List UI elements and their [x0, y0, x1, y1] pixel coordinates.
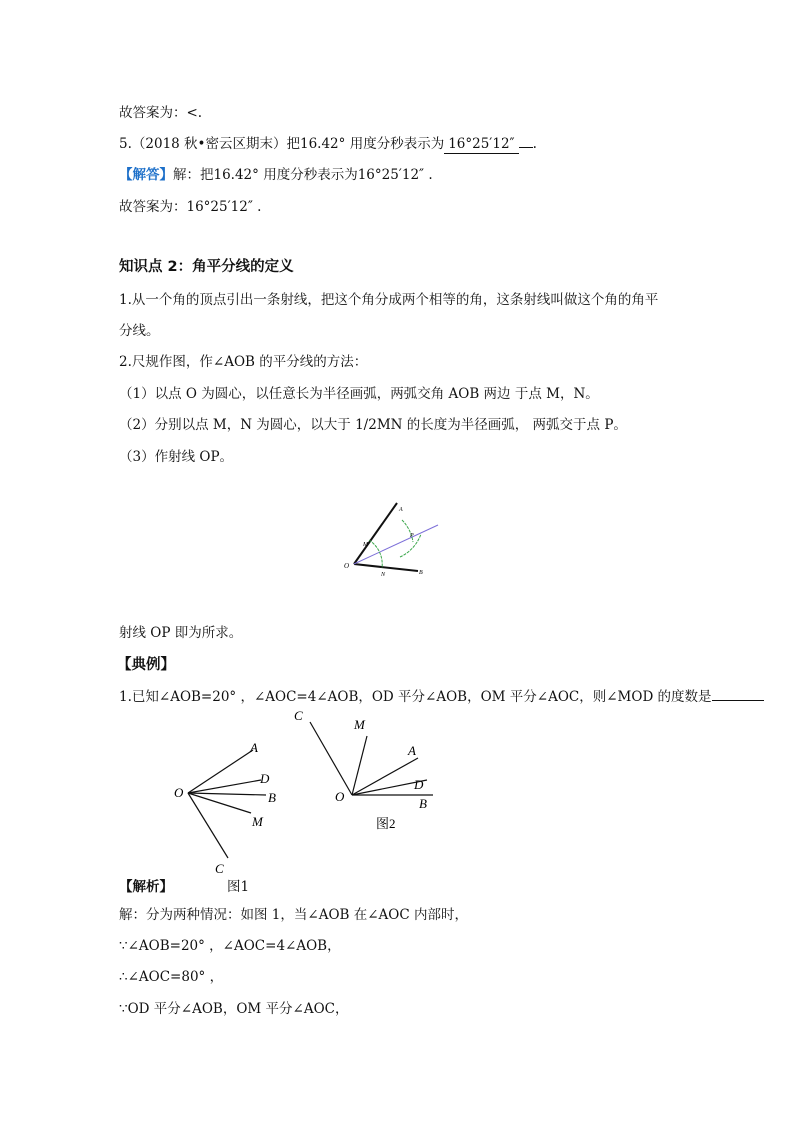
solution-line-4: ∵OD 平分∠AOB，OM 平分∠AOC， [119, 1001, 349, 1017]
fig2-label-o: O [335, 789, 345, 804]
fig2-ray-om [352, 736, 367, 795]
fig1-label-b: B [268, 790, 276, 805]
fig2-label-d: D [414, 777, 424, 792]
analysis-tag: 【解析】 [119, 879, 173, 895]
method-step-1: （1）以点 O 为圆心，以任意长为半径画弧，两弧交角 AOB 两边 于点 M，N。 [119, 386, 599, 402]
fig2-label-c: C [294, 708, 303, 723]
label-o: O [344, 562, 350, 570]
label-b: B [419, 570, 423, 576]
fig1-ray-om [188, 793, 251, 813]
fig2-label-b: B [419, 796, 427, 811]
question-number: 5. [119, 136, 132, 152]
fig1-label-m: M [252, 814, 263, 829]
q5-answer: 故答案为：16°25′12″ . [119, 199, 262, 215]
construction-conclusion: 射线 OP 即为所求。 [119, 625, 243, 641]
label-p: P [410, 533, 414, 539]
example-title: 【典例】 [117, 657, 175, 673]
question-text: （2018 秋•密云区期末）把16.42° 用度分秒表示为 [131, 136, 445, 152]
solution-tag: 【解答】 [119, 167, 173, 183]
example-question-1 [119, 688, 764, 706]
previous-answer: 故答案为：<. [119, 105, 203, 121]
figure-1-caption: 图1 [227, 879, 250, 895]
fig1-label-a: A [250, 740, 258, 755]
solution-line-2: ∵∠AOB=20° ，∠AOC=4∠AOB， [119, 938, 341, 954]
label-a: A [399, 507, 403, 513]
fig2-label-m: M [354, 717, 365, 732]
answer-blank [712, 700, 764, 701]
fig1-ray-oa [188, 750, 253, 793]
fig1-ray-ob [188, 793, 266, 795]
method-title: 2.尺规作图，作∠AOB 的平分线的方法： [119, 354, 368, 370]
fig2-label-a: A [408, 743, 416, 758]
figure-2 [290, 702, 440, 832]
solution-line-1: 解：分为两种情况：如图 1，当∠AOB 在∠AOC 内部时， [119, 907, 468, 923]
fig1-ray-oc [188, 793, 228, 858]
figure-2-caption: 图2 [376, 816, 396, 831]
definition-line-1: 1.从一个角的顶点引出一条射线，把这个角分成两个相等的角，这条射线叫做这个角的角平 [119, 292, 659, 308]
fig1-label-d: D [260, 771, 270, 786]
fig2-ray-oc [310, 722, 352, 795]
ray-ob [354, 564, 418, 571]
example-question-text: 1.已知∠AOB=20° ，∠AOC=4∠AOB，OD 平分∠AOB，OM 平分∠AOC，则∠MOD 的度数是 [119, 689, 712, 705]
solution-text: 解：把16.42° 用度分秒表示为16°25′12″ . [173, 167, 433, 183]
method-step-3: （3）作射线 OP。 [119, 449, 234, 465]
section-title: 知识点 2：角平分线的定义 [119, 259, 294, 275]
fig2-ray-oa [352, 758, 418, 795]
ray-oa [354, 503, 397, 564]
label-m: M [363, 542, 368, 548]
question-5 [119, 135, 537, 154]
angle-bisector-construction-figure [330, 482, 466, 607]
method-step-2: （2）分别以点 M，N 为圆心，以大于 1/2MN 的长度为半径画弧， 两弧交于点 P。 [119, 417, 627, 433]
definition-line-2: 分线。 [119, 323, 160, 339]
fig1-label-o: O [174, 785, 184, 800]
question-end: . [532, 136, 537, 152]
q5-solution [119, 166, 433, 184]
label-n: N [381, 572, 386, 578]
answer-blank: 16°25′12″ [444, 135, 518, 154]
fig1-label-c: C [215, 861, 224, 876]
solution-line-3: ∴∠AOC=80° ， [119, 969, 224, 985]
figure-1 [168, 735, 288, 880]
fig1-ray-od [188, 780, 261, 793]
